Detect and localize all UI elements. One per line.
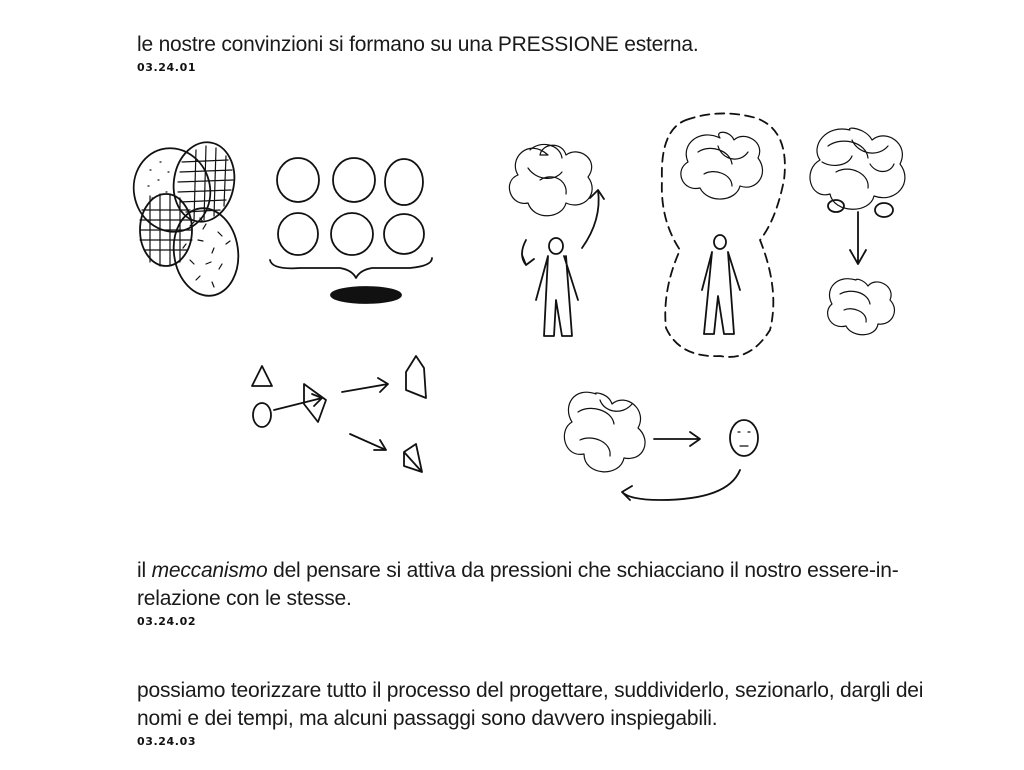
person-thought-loop-icon [509,144,604,336]
entry-2-text [137,557,937,613]
entry-3-text: possiamo teorizzare tutto il processo del progettare, suddividerlo, sezionarlo, dargli dei nomi e dei tempi, ma alcuni passaggi sono davvero inspiegabili. [137,679,924,730]
sketch-drawing [0,100,1024,540]
entry-3-code: 03.24.03 [137,735,197,748]
entry-1-text: le nostre convinzioni si formano su una PRESSIONE esterna. [137,33,699,56]
entry-2 [137,557,937,628]
scribble-tree-icon [810,128,905,335]
entry-3 [137,677,937,748]
entry-2-text-after: del pensare si attiva da pressioni che schiacciano il nostro essere-in-relazione con le stesse. [137,559,899,610]
perspective-arrows-icon [252,356,426,472]
thought-face-loop-icon [564,392,758,500]
entry-2-text-emphasis: meccanismo [151,559,268,582]
person-in-cloud-icon [662,113,785,356]
entry-2-text-before: il [137,559,152,582]
entry-1 [137,31,937,74]
entry-1-code: 03.24.01 [137,61,197,74]
circles-grid-icon [270,158,432,303]
overlapping-shapes-icon [124,137,243,300]
entry-2-code: 03.24.02 [137,615,197,628]
